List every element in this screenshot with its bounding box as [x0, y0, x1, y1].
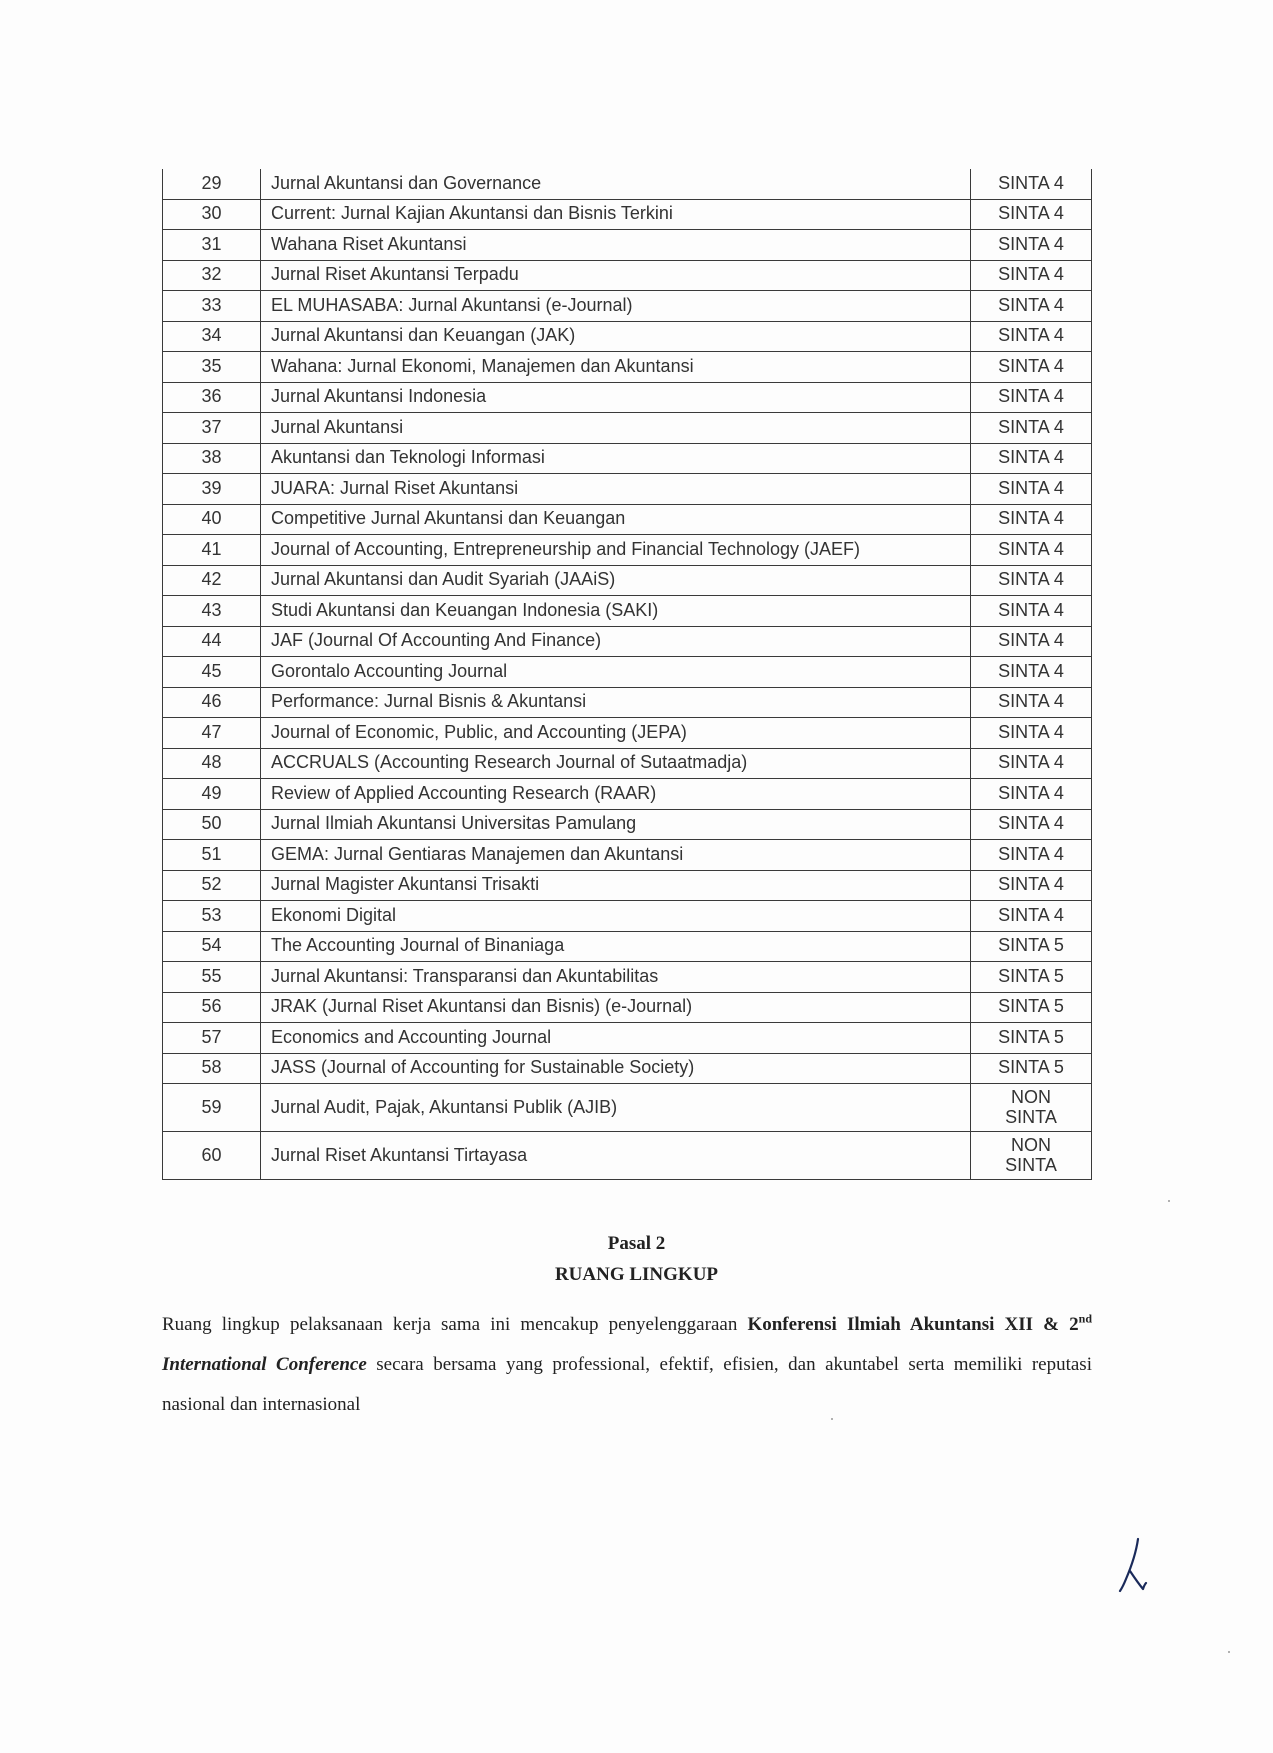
row-number-cell: 46 [163, 687, 261, 718]
accreditation-rank-label: SINTA 4 [998, 355, 1064, 376]
journal-title-cell: Jurnal Akuntansi Indonesia [261, 382, 971, 413]
scan-speck [1168, 1200, 1170, 1202]
accreditation-rank-label: SINTA 4 [998, 203, 1064, 224]
row-number-cell: 35 [163, 352, 261, 383]
accreditation-rank-label: SINTA 5 [998, 935, 1064, 956]
accreditation-rank-cell [971, 779, 1092, 810]
journal-title-cell: Jurnal Magister Akuntansi Trisakti [261, 870, 971, 901]
accreditation-rank-label: SINTA 5 [998, 1026, 1064, 1047]
row-number-cell: 58 [163, 1053, 261, 1084]
accreditation-rank-label: SINTA 4 [998, 294, 1064, 315]
journal-title-cell: Jurnal Riset Akuntansi Tirtayasa [261, 1132, 971, 1180]
accreditation-rank-cell [971, 657, 1092, 688]
journal-title-cell: Jurnal Akuntansi: Transparansi dan Akuntabilitas [261, 962, 971, 993]
accreditation-rank-cell [971, 718, 1092, 749]
article-number: Pasal 2 [607, 1233, 666, 1254]
row-number-cell: 50 [163, 809, 261, 840]
accreditation-rank-cell [971, 596, 1092, 627]
accreditation-rank-cell [971, 870, 1092, 901]
row-number-cell: 60 [163, 1132, 261, 1180]
journal-title-cell: The Accounting Journal of Binaniaga [261, 931, 971, 962]
row-number-cell: 44 [163, 626, 261, 657]
journal-title-cell: Jurnal Akuntansi dan Audit Syariah (JAAiS) [261, 565, 971, 596]
accreditation-rank-label: SINTA 4 [998, 233, 1064, 254]
table-row [163, 321, 1092, 352]
paragraph-superscript: nd [1078, 1311, 1092, 1326]
accreditation-rank-label: NON SINTA [1005, 1086, 1057, 1127]
table-row [163, 169, 1092, 199]
accreditation-rank-label: SINTA 5 [998, 1057, 1064, 1078]
accreditation-rank-label: SINTA 4 [998, 508, 1064, 529]
accreditation-rank-cell [971, 962, 1092, 993]
row-number-cell: 55 [163, 962, 261, 993]
row-number-cell: 36 [163, 382, 261, 413]
journal-table-body [163, 169, 1092, 1180]
accreditation-rank-label: SINTA 4 [998, 538, 1064, 559]
table-row [163, 352, 1092, 383]
table-row [163, 1023, 1092, 1054]
paragraph-text-2: secara bersama yang professional, efektif, efisien, dan akuntabel serta memiliki reputasi nasional dan internasional [162, 1354, 1092, 1415]
table-row [163, 230, 1092, 261]
accreditation-rank-label: SINTA 4 [998, 904, 1064, 925]
row-number-cell: 31 [163, 230, 261, 261]
accreditation-rank-cell [971, 413, 1092, 444]
accreditation-rank-label: NON SINTA [1005, 1134, 1057, 1175]
accreditation-rank-label: SINTA 5 [998, 965, 1064, 986]
accreditation-rank-cell [971, 1023, 1092, 1054]
accreditation-rank-cell [971, 443, 1092, 474]
journal-title-cell: Gorontalo Accounting Journal [261, 657, 971, 688]
table-row [163, 870, 1092, 901]
row-number-cell: 37 [163, 413, 261, 444]
journal-title-cell: Akuntansi dan Teknologi Informasi [261, 443, 971, 474]
table-row [163, 809, 1092, 840]
accreditation-rank-label: SINTA 4 [998, 660, 1064, 681]
accreditation-rank-label: SINTA 4 [998, 325, 1064, 346]
table-row [163, 718, 1092, 749]
journal-title-cell: JAF (Journal Of Accounting And Finance) [261, 626, 971, 657]
row-number-cell: 39 [163, 474, 261, 505]
paragraph-text-1: Ruang lingkup pelaksanaan kerja sama ini mencakup penyelenggaraan [162, 1314, 748, 1335]
journal-title-cell: Jurnal Akuntansi [261, 413, 971, 444]
journal-title-cell: Economics and Accounting Journal [261, 1023, 971, 1054]
table-row [163, 565, 1092, 596]
table-row [163, 657, 1092, 688]
table-row [163, 291, 1092, 322]
journal-title-cell: JRAK (Jurnal Riset Akuntansi dan Bisnis) (e-Journal) [261, 992, 971, 1023]
journal-title-cell: Journal of Economic, Public, and Accounting (JEPA) [261, 718, 971, 749]
initial-signature-mark [1116, 1535, 1156, 1595]
accreditation-rank-cell [971, 626, 1092, 657]
accreditation-rank-cell [971, 1053, 1092, 1084]
accreditation-rank-label: SINTA 4 [998, 630, 1064, 651]
journal-title-cell: JUARA: Jurnal Riset Akuntansi [261, 474, 971, 505]
journal-title-cell: JASS (Journal of Accounting for Sustainable Society) [261, 1053, 971, 1084]
table-row [163, 687, 1092, 718]
journal-title-cell: Jurnal Audit, Pajak, Akuntansi Publik (AJIB) [261, 1084, 971, 1132]
journal-title-cell: Current: Jurnal Kajian Akuntansi dan Bisnis Terkini [261, 199, 971, 230]
table-row [163, 901, 1092, 932]
accreditation-rank-label: SINTA 4 [998, 386, 1064, 407]
accreditation-rank-label: SINTA 4 [998, 691, 1064, 712]
table-row [163, 1084, 1092, 1132]
row-number-cell: 48 [163, 748, 261, 779]
row-number-cell: 42 [163, 565, 261, 596]
accreditation-rank-cell [971, 169, 1092, 199]
journal-title-cell: Jurnal Akuntansi dan Governance [261, 169, 971, 199]
table-row [163, 443, 1092, 474]
row-number-cell: 49 [163, 779, 261, 810]
row-number-cell: 57 [163, 1023, 261, 1054]
journal-title-cell: Jurnal Ilmiah Akuntansi Universitas Pamulang [261, 809, 971, 840]
accreditation-rank-label: SINTA 4 [998, 813, 1064, 834]
accreditation-rank-label: SINTA 4 [998, 782, 1064, 803]
table-row [163, 535, 1092, 566]
row-number-cell: 38 [163, 443, 261, 474]
journal-title-cell: Competitive Jurnal Akuntansi dan Keuangan [261, 504, 971, 535]
table-row [163, 931, 1092, 962]
scope-paragraph [162, 1305, 1092, 1425]
accreditation-rank-cell [971, 382, 1092, 413]
accreditation-rank-cell [971, 901, 1092, 932]
journal-title-cell: Studi Akuntansi dan Keuangan Indonesia (SAKI) [261, 596, 971, 627]
journal-title-cell: Wahana: Jurnal Ekonomi, Manajemen dan Akuntansi [261, 352, 971, 383]
row-number-cell: 43 [163, 596, 261, 627]
table-row [163, 504, 1092, 535]
accreditation-rank-label: SINTA 4 [998, 447, 1064, 468]
row-number-cell: 47 [163, 718, 261, 749]
row-number-cell: 34 [163, 321, 261, 352]
journal-title-cell: Jurnal Akuntansi dan Keuangan (JAK) [261, 321, 971, 352]
accreditation-rank-label: SINTA 4 [998, 874, 1064, 895]
accreditation-rank-label: SINTA 4 [998, 416, 1064, 437]
table-row [163, 199, 1092, 230]
paragraph-bold-italic-text: International Conference [162, 1354, 367, 1375]
table-row [163, 1132, 1092, 1180]
accreditation-rank-cell [971, 321, 1092, 352]
accreditation-rank-label: SINTA 4 [998, 599, 1064, 620]
scan-speck [831, 1418, 833, 1420]
table-row [163, 626, 1092, 657]
row-number-cell: 52 [163, 870, 261, 901]
table-row [163, 474, 1092, 505]
table-row [163, 779, 1092, 810]
journal-title-cell: Wahana Riset Akuntansi [261, 230, 971, 261]
accreditation-rank-label: SINTA 4 [998, 752, 1064, 773]
paragraph-bold-text: Konferensi Ilmiah Akuntansi XII & 2 [747, 1314, 1079, 1335]
accreditation-rank-cell [971, 352, 1092, 383]
journal-title-cell: Review of Applied Accounting Research (RAAR) [261, 779, 971, 810]
table-row [163, 840, 1092, 871]
table-row [163, 1053, 1092, 1084]
accreditation-rank-label: SINTA 4 [998, 264, 1064, 285]
accreditation-rank-label: SINTA 5 [998, 996, 1064, 1017]
accreditation-rank-cell [971, 748, 1092, 779]
table-row [163, 748, 1092, 779]
row-number-cell: 56 [163, 992, 261, 1023]
table-row [163, 382, 1092, 413]
accreditation-rank-cell [971, 1132, 1092, 1180]
accreditation-rank-label: SINTA 4 [998, 477, 1064, 498]
row-number-cell: 59 [163, 1084, 261, 1132]
accreditation-rank-cell [971, 840, 1092, 871]
row-number-cell: 41 [163, 535, 261, 566]
journal-title-cell: Ekonomi Digital [261, 901, 971, 932]
scan-speck [1228, 1651, 1230, 1653]
row-number-cell: 40 [163, 504, 261, 535]
accreditation-rank-cell [971, 504, 1092, 535]
journal-title-cell: GEMA: Jurnal Gentiaras Manajemen dan Akuntansi [261, 840, 971, 871]
table-row [163, 260, 1092, 291]
row-number-cell: 45 [163, 657, 261, 688]
table-row [163, 413, 1092, 444]
row-number-cell: 29 [163, 169, 261, 199]
accreditation-rank-cell [971, 474, 1092, 505]
article-title: RUANG LINGKUP [554, 1264, 719, 1285]
accreditation-rank-cell [971, 230, 1092, 261]
row-number-cell: 53 [163, 901, 261, 932]
accreditation-rank-cell [971, 809, 1092, 840]
journal-title-cell: Jurnal Riset Akuntansi Terpadu [261, 260, 971, 291]
accreditation-rank-label: SINTA 4 [998, 569, 1064, 590]
accreditation-rank-cell [971, 687, 1092, 718]
journal-title-cell: Performance: Jurnal Bisnis & Akuntansi [261, 687, 971, 718]
accreditation-rank-cell [971, 291, 1092, 322]
accreditation-rank-cell [971, 931, 1092, 962]
accreditation-rank-cell [971, 199, 1092, 230]
table-row [163, 992, 1092, 1023]
accreditation-rank-cell [971, 992, 1092, 1023]
row-number-cell: 54 [163, 931, 261, 962]
row-number-cell: 51 [163, 840, 261, 871]
accreditation-rank-label: SINTA 4 [998, 172, 1064, 193]
row-number-cell: 32 [163, 260, 261, 291]
accreditation-rank-cell [971, 260, 1092, 291]
row-number-cell: 30 [163, 199, 261, 230]
row-number-cell: 33 [163, 291, 261, 322]
accreditation-rank-label: SINTA 4 [998, 721, 1064, 742]
accreditation-rank-label: SINTA 4 [998, 843, 1064, 864]
accreditation-rank-cell [971, 1084, 1092, 1132]
table-row [163, 962, 1092, 993]
table-row [163, 596, 1092, 627]
journal-title-cell: ACCRUALS (Accounting Research Journal of Sutaatmadja) [261, 748, 971, 779]
journal-title-cell: EL MUHASABA: Jurnal Akuntansi (e-Journal) [261, 291, 971, 322]
journal-table [162, 169, 1092, 1180]
journal-title-cell: Journal of Accounting, Entrepreneurship and Financial Technology (JAEF) [261, 535, 971, 566]
accreditation-rank-cell [971, 535, 1092, 566]
accreditation-rank-cell [971, 565, 1092, 596]
